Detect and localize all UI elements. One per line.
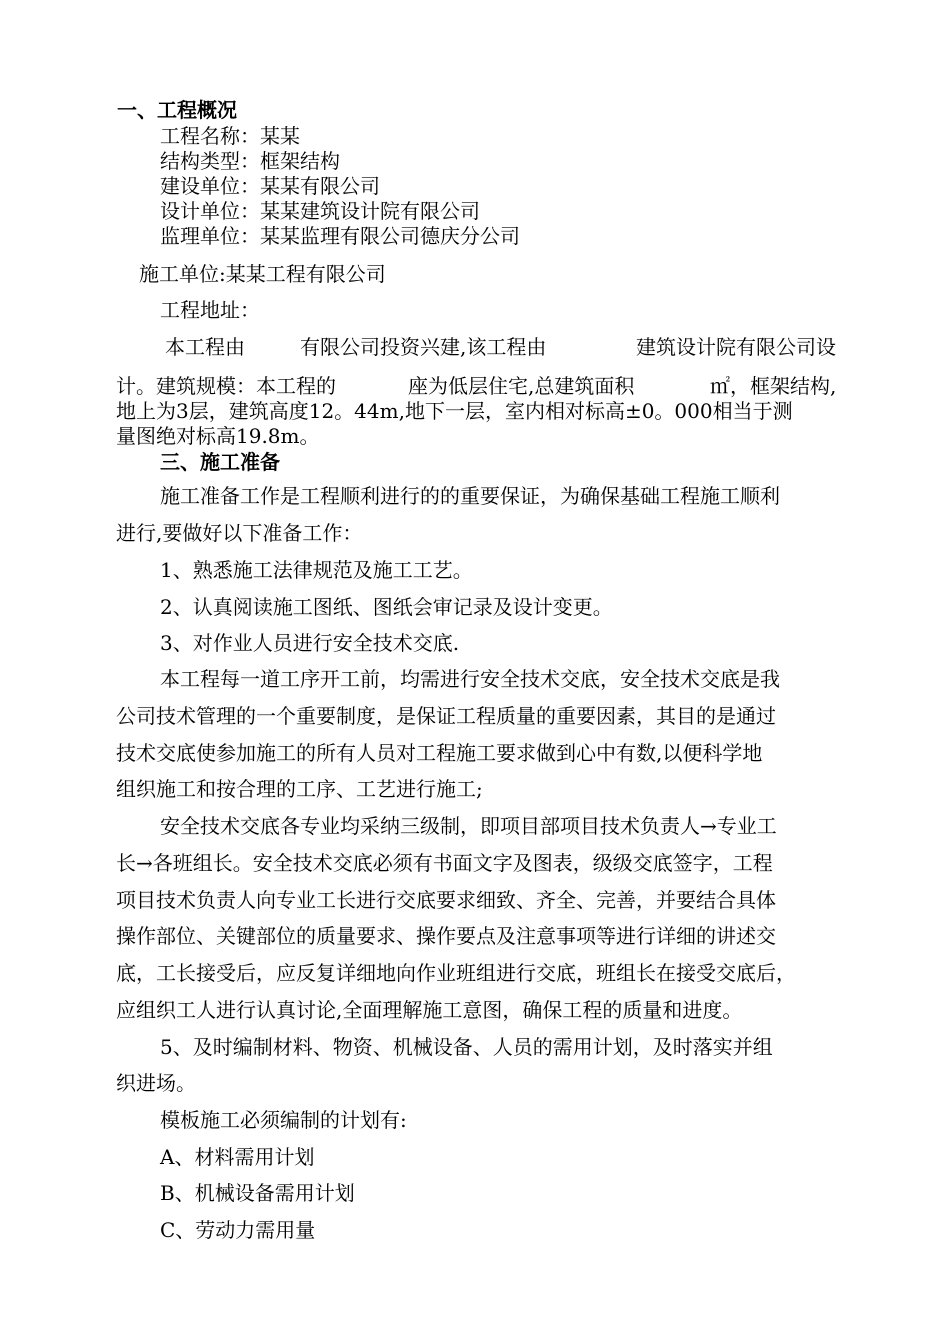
prep-item-5-line-2: 织进场。 [116, 1071, 196, 1095]
paragraph-2-line-5: 底，工长接受后，应反复详细地向作业班组进行交底，班组长在接受交底后， [116, 961, 796, 985]
owner-line: 建设单位：某某有限公司 [160, 174, 380, 198]
paragraph-1-line-1: 本工程每一道工序开工前，均需进行安全技术交底，安全技术交底是我 [160, 667, 780, 691]
section-heading-overview: 一、工程概况 [117, 98, 237, 122]
paragraph-2-line-3: 项目技术负责人向专业工长进行交底要求细致、齐全、完善，并要结合具体 [116, 888, 776, 912]
paragraph-2-line-6: 应组织工人进行认真讨论,全面理解施工意图，确保工程的质量和进度。 [116, 998, 743, 1022]
description-part-4: 计。建筑规模：本工程的 [116, 374, 336, 398]
plans-intro: 模板施工必须编制的计划有: [160, 1108, 407, 1132]
paragraph-2-line-4: 操作部位、关键部位的质量要求、操作要点及注意事项等进行详细的讲述交 [116, 924, 776, 948]
description-line-2: 地上为3层，建筑高度12。44m,地下一层，室内相对标高±0。000相当于测 [116, 399, 793, 423]
designer-line: 设计单位：某某建筑设计院有限公司 [160, 199, 480, 223]
address-line: 工程地址： [160, 298, 260, 322]
paragraph-1-line-3: 技术交底使参加施工的所有人员对工程施工要求做到心中有数,以便科学地 [116, 741, 763, 765]
prep-item-5-line-1: 5、及时编制材料、物资、机械设备、人员的需用计划，及时落实并组 [160, 1035, 773, 1059]
prep-item-1: 1、熟悉施工法律规范及施工工艺。 [160, 558, 473, 582]
plan-item-a: A、材料需用计划 [160, 1145, 315, 1169]
paragraph-1-line-2: 公司技术管理的一个重要制度，是保证工程质量的重要因素，其目的是通过 [116, 704, 776, 728]
paragraph-2-line-2: 长→各班组长。安全技术交底必须有书面文字及图表，级级交底签字，工程 [116, 851, 773, 875]
prep-intro-line-1: 施工准备工作是工程顺利进行的的重要保证，为确保基础工程施工顺利 [160, 484, 780, 508]
structure-type-line: 结构类型：框架结构 [160, 149, 340, 173]
description-part-1: 本工程由 [165, 335, 245, 359]
prep-intro-line-2: 进行,要做好以下准备工作： [116, 521, 363, 545]
project-name-line: 工程名称：某某 [160, 124, 300, 148]
description-line-3: 量图绝对标高19.8m。 [116, 424, 320, 448]
plan-item-c: C、劳动力需用量 [160, 1218, 316, 1242]
description-part-3: 建筑设计院有限公司设 [636, 335, 836, 359]
paragraph-2-line-1: 安全技术交底各专业均采纳三级制，即项目部项目技术负责人→专业工 [160, 814, 777, 838]
prep-item-3: 3、对作业人员进行安全技术交底. [160, 631, 460, 655]
description-part-5: 座为低层住宅,总建筑面积 [408, 374, 635, 398]
description-part-2: 有限公司投资兴建,该工程由 [300, 335, 547, 359]
supervisor-line: 监理单位：某某监理有限公司德庆分公司 [160, 224, 520, 248]
paragraph-1-line-4: 组织施工和按合理的工序、工艺进行施工; [116, 777, 483, 801]
section-heading-preparation: 三、施工准备 [160, 450, 280, 474]
prep-item-2: 2、认真阅读施工图纸、图纸会审记录及设计变更。 [160, 595, 613, 619]
contractor-line: 施工单位:某某工程有限公司 [139, 262, 386, 286]
description-part-6: ㎡，框架结构, [710, 374, 837, 398]
plan-item-b: B、机械设备需用计划 [160, 1181, 355, 1205]
